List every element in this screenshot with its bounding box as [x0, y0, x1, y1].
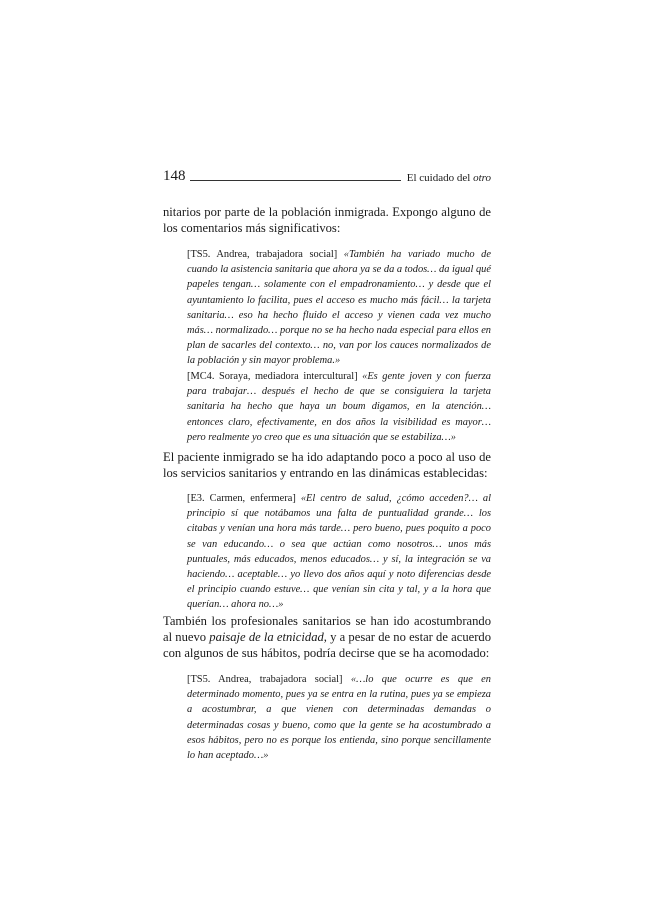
running-header [163, 166, 491, 184]
quote-speaker: [E3. Carmen, enfermera] [187, 493, 296, 504]
book-title-italic: otro [473, 172, 491, 184]
quote-speaker: [TS5. Andrea, trabajadora social] [187, 674, 343, 685]
quote-speaker: [MC4. Soraya, mediadora intercultural] [187, 371, 358, 382]
paragraph-2: El paciente inmigrado se ha ido adaptando poco a poco al uso de los servicios sanitarios y entrando en las dinámicas establecidas: [163, 450, 491, 480]
quote-4 [187, 672, 491, 763]
paragraph-3-start: También los profesionales sanitarios se han ido acostumbrando al nuevo [163, 614, 491, 644]
paragraph-3-end: , y a pesar de no estar de acuerdo con algunos de sus hábitos, podría decirse que se ha acomodado: [163, 630, 491, 660]
quote-speaker: [TS5. Andrea, trabajadora social] [187, 249, 338, 260]
paragraph-3 [163, 613, 491, 661]
quote-text: «También ha variado mucho de cuando la asistencia sanitaria que ahora ya se da a todos… da igual qué papeles tengan… solamente con el empadronamiento… y desde que el ayuntamiento lo facilita, pues el acceso es mucho más fácil… la tarjeta sanitaria… eso ha hecho fluido el acceso y vienen cada vez mucho más… normalizado… porque no se ha hecho nada especial para ellos en plan de sacarles del contexto… no, van por los cauces normalizados de la población y sin mayor problema.» [187, 249, 491, 367]
quote-1 [187, 247, 491, 369]
book-title [407, 172, 491, 184]
book-title-prefix: El cuidado del [406, 172, 474, 184]
paragraph-1: nitarios por parte de la población inmigrada. Expongo alguno de los comentarios más significativos: [163, 205, 491, 235]
quote-text: «Es gente joven y con fuerza para trabajar… después el hecho de que se consiguiera la tarjeta sanitaria ha hecho que haya un boum digamos, en la atención… entonces claro, efectivamente, en dos años la visibilidad es mayor… pero realmente yo creo que es una situación que se estabiliza…» [187, 371, 491, 443]
paragraph-3-italic: paisaje de la etnicidad [209, 630, 324, 644]
page-number: 148 [163, 168, 186, 184]
quote-3 [187, 491, 491, 613]
quote-text: «…lo que ocurre es que en determinado momento, pues ya se entra en la rutina, pues ya se empieza a acostumbrar, a que vienen con determinadas demandas o determinadas cosas y bueno, como que la gente se ha acostumbrado a esos hábitos, pero no es porque los entienda, sino porque sencillamente lo han aceptado…» [187, 674, 491, 762]
quote-text: «El centro de salud, ¿cómo acceden?… al principio sí que notábamos una falta de puntualidad grande… los citabas y venían una hora más tarde… pero bueno, pues poquito a poco se van educando… o sea que actúan como nosotros… unos más puntuales, más educados, menos educados… y sí, la integración se va haciendo… aceptable… yo llevo dos años aquí y noto diferencias desde el principio cuando estuve… que venían sin cita y tal, y a la hora que querían… ahora no…» [187, 493, 491, 611]
header-rule [190, 180, 401, 181]
quote-2 [187, 369, 491, 445]
